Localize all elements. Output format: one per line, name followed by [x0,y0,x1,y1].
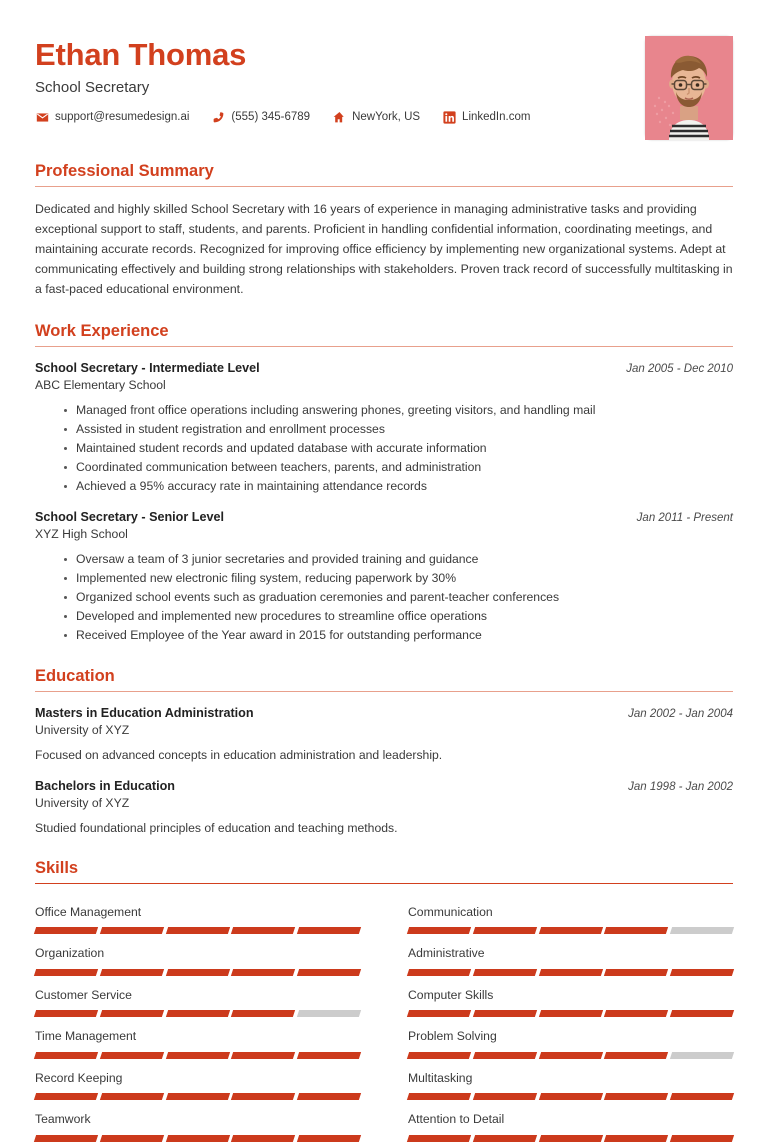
skill-rating-bar [408,1010,733,1017]
skill-item [35,1061,360,1102]
skill-label: Multitasking [408,1070,473,1085]
education-entry [35,779,733,837]
candidate-name: Ethan Thomas [35,37,247,72]
skill-rating-segment [473,927,537,934]
skill-item [408,1102,733,1143]
skill-item [408,1061,733,1102]
skill-label: Teamwork [35,1112,91,1127]
education-entry-head [35,779,733,793]
contact-location-text: NewYork, US [352,111,421,124]
skill-rating-segment [473,1093,537,1100]
work-role: School Secretary - Intermediate Level [35,360,260,375]
skill-rating-bar [35,1010,360,1017]
skill-rating-segment [34,969,98,976]
skill-rating-segment [297,1135,361,1142]
contact-phone-text: (555) 345-6789 [231,111,311,124]
skill-rating-segment [231,1052,295,1059]
work-bullets [35,550,733,645]
skill-rating-segment [297,969,361,976]
skill-rating-segment [604,927,668,934]
education-degree: Bachelors in Education [35,778,175,793]
skill-rating-segment [165,1052,229,1059]
skill-item [35,895,360,936]
skill-rating-segment [407,1135,471,1142]
skill-rating-segment [100,927,164,934]
skill-rating-segment [231,1093,295,1100]
skill-rating-segment [297,1052,361,1059]
candidate-job-title: School Secretary [35,79,150,97]
phone-icon [211,110,225,124]
skill-rating-segment [165,927,229,934]
skill-rating-segment [670,969,734,976]
skill-rating-segment [34,1052,98,1059]
skill-item [408,1019,733,1060]
skill-rating-segment [538,1052,602,1059]
education-date: Jan 2002 - Jan 2004 [628,708,733,721]
skill-rating-segment [100,1052,164,1059]
resume-header [35,0,733,140]
skill-rating-bar [408,969,733,976]
section-title-skills: Skills [35,858,79,877]
work-entry-head [35,361,733,375]
skill-label: Problem Solving [408,1029,497,1044]
skill-rating-bar [35,1135,360,1142]
list-item: Organized school events such as graduation ceremonies and parent-teacher conferences [64,588,733,607]
section-professional-summary [35,162,733,300]
skill-rating-segment [100,1093,164,1100]
skill-rating-segment [670,1135,734,1142]
contact-location[interactable] [332,110,420,124]
skill-rating-segment [100,969,164,976]
contact-phone[interactable] [211,110,310,124]
list-item: Received Employee of the Year award in 2015 for outstanding performance [64,626,733,645]
skill-rating-segment [473,969,537,976]
skill-label: Computer Skills [408,987,494,1002]
work-date: Jan 2005 - Dec 2010 [626,362,733,375]
skill-rating-segment [297,1010,361,1017]
skill-rating-segment [407,969,471,976]
skill-rating-segment [165,1135,229,1142]
section-work-experience [35,322,733,645]
skill-label: Customer Service [35,987,132,1002]
work-bullets [35,401,733,496]
skill-rating-segment [473,1135,537,1142]
education-school: University of XYZ [35,795,130,810]
skill-rating-segment [34,1135,98,1142]
work-role: School Secretary - Senior Level [35,509,224,524]
skill-label: Administrative [408,946,485,961]
skill-rating-segment [297,927,361,934]
skill-rating-bar [408,1093,733,1100]
skill-rating-segment [604,1093,668,1100]
skill-rating-segment [538,927,602,934]
header-text-block [35,36,645,124]
skill-rating-segment [231,927,295,934]
skill-rating-bar [35,1093,360,1100]
skill-label: Record Keeping [35,1070,123,1085]
work-date: Jan 2011 - Present [636,511,733,524]
skill-rating-segment [473,1052,537,1059]
section-divider [35,883,733,884]
skill-rating-segment [670,1093,734,1100]
section-divider [35,186,733,187]
list-item: Assisted in student registration and enrollment processes [64,420,733,439]
skill-rating-segment [407,927,471,934]
skill-rating-segment [231,1135,295,1142]
contact-email[interactable] [35,110,189,124]
work-entry-head [35,510,733,524]
skill-rating-bar [408,927,733,934]
skill-rating-segment [34,1010,98,1017]
section-divider [35,346,733,347]
skill-item [35,978,360,1019]
skill-rating-segment [538,1135,602,1142]
skill-rating-segment [100,1010,164,1017]
skill-item [35,1019,360,1060]
skill-rating-segment [538,969,602,976]
skill-rating-segment [604,969,668,976]
skill-label: Organization [35,946,105,961]
skill-item [408,895,733,936]
skill-rating-segment [165,1093,229,1100]
avatar-illustration [645,36,733,140]
skill-rating-segment [407,1010,471,1017]
skill-rating-segment [100,1135,164,1142]
skill-rating-segment [231,1010,295,1017]
skills-grid [35,895,733,1144]
contact-linkedin[interactable] [442,110,530,124]
summary-text: Dedicated and highly skilled School Secretary with 16 years of experience in managing administrative tasks and providing exceptional support to staff, students, and parents. Proficient in handling confidential information, coordinating meetings, and maintaining accurate records. Recognized for improving office efficiency by implementing new organizational systems. Adept at communicating effectively and building strong relationships with stakeholders. Proven track record of successfully multitasking in a fast-paced educational environment. [35,202,733,296]
list-item: Implemented new electronic filing system, reducing paperwork by 30% [64,569,733,588]
skill-rating-bar [35,927,360,934]
section-divider [35,691,733,692]
contact-linkedin-text: LinkedIn.com [462,111,531,124]
list-item: Achieved a 95% accuracy rate in maintaining attendance records [64,477,733,496]
section-skills [35,859,733,1144]
linkedin-icon [442,110,456,124]
skill-item [408,978,733,1019]
education-description: Focused on advanced concepts in education administration and leadership. [35,748,443,763]
list-item: Oversaw a team of 3 junior secretaries and provided training and guidance [64,550,733,569]
work-entry [35,361,733,496]
skill-rating-segment [604,1052,668,1059]
education-degree: Masters in Education Administration [35,706,254,721]
envelope-icon [35,110,49,124]
skill-rating-segment [34,1093,98,1100]
list-item: Developed and implemented new procedures to streamline office operations [64,607,733,626]
education-date: Jan 1998 - Jan 2002 [628,780,733,793]
home-icon [332,110,346,124]
skill-label: Office Management [35,905,142,919]
contact-row [35,110,645,124]
work-org: ABC Elementary School [35,377,166,392]
list-item: Maintained student records and updated database with accurate information [64,439,733,458]
skill-rating-segment [231,969,295,976]
skill-rating-segment [34,927,98,934]
education-school: University of XYZ [35,723,130,738]
skill-label: Communication [408,905,493,919]
skill-rating-segment [165,969,229,976]
skill-rating-bar [35,969,360,976]
skill-rating-segment [473,1010,537,1017]
skill-item [408,936,733,977]
skill-rating-segment [297,1093,361,1100]
section-title-education: Education [35,667,115,686]
skill-rating-segment [670,1010,734,1017]
section-title-summary: Professional Summary [35,162,214,180]
skill-rating-segment [670,1052,734,1059]
skill-rating-segment [407,1093,471,1100]
skill-rating-bar [408,1052,733,1059]
education-description: Studied foundational principles of education and teaching methods. [35,820,398,835]
avatar [645,36,733,140]
skill-rating-bar [35,1052,360,1059]
contact-email-text: support@resumedesign.ai [55,111,190,124]
skill-rating-segment [407,1052,471,1059]
skill-rating-bar [408,1135,733,1142]
skill-item [35,1102,360,1143]
skill-rating-segment [538,1093,602,1100]
skill-rating-segment [165,1010,229,1017]
skill-rating-segment [604,1135,668,1142]
section-education [35,667,733,837]
skill-label: Attention to Detail [408,1112,505,1127]
list-item: Coordinated communication between teachers, parents, and administration [64,458,733,477]
skill-rating-segment [604,1010,668,1017]
skill-item [35,936,360,977]
work-org: XYZ High School [35,526,128,541]
education-entry [35,706,733,764]
skill-rating-segment [538,1010,602,1017]
skill-label: Time Management [35,1029,137,1044]
education-entry-head [35,706,733,720]
section-title-work: Work Experience [35,321,169,340]
list-item: Managed front office operations including answering phones, greeting visitors, and handling mail [64,401,733,420]
skill-rating-segment [670,927,734,934]
work-entry [35,510,733,645]
